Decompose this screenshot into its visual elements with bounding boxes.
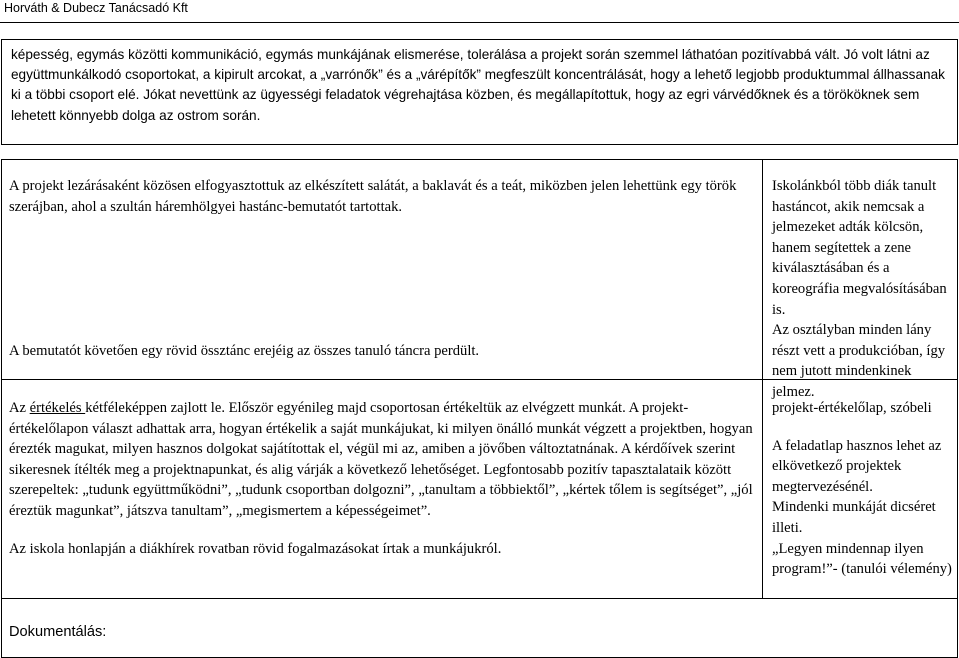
page-header	[0, 0, 959, 23]
website-paragraph: Az iskola honlapján a diákhírek rovatban rövid fogalmazásokat írtak a munkájukról.	[9, 540, 502, 557]
evaluation-paragraph	[9, 398, 756, 522]
text-box-summary	[1, 39, 958, 145]
report-table	[1, 159, 958, 640]
dance-paragraph: A bemutatót követően egy rövid össztánc erejéig az összes tanuló táncra perdült.	[9, 343, 480, 360]
evaluation-link[interactable]: értékelés	[29, 400, 86, 416]
company-name: Horváth & Dubecz Tanácsadó Kft	[4, 1, 188, 15]
bellydance-note: Iskolánkból több diák tanult hastáncot, akik nemcsak a jelmezeket adták kölcsön, hanem segítettek a zene kiválasztásában és a koreográfia megvalósításában is.	[772, 178, 947, 318]
closing-paragraph: A projekt lezárásaként közösen elfogyasztottuk az elkészített salátát, a baklavát és a teát, miközben jelen lehettünk egy török szerájban, ahol a szultán háremhölgyei hastánc-bemutatót tartottak.	[9, 178, 737, 215]
evaluation-prefix: Az	[9, 400, 30, 416]
worksheet-note: A feladatlap hasznos lehet az elkövetkező projektek megtervezésénél.	[772, 437, 942, 495]
table-cell-documentation	[1, 598, 958, 658]
table-cell-closing-notes	[762, 159, 958, 400]
praise-note: Mindenki munkáját dicséret illeti.	[772, 499, 936, 536]
documentation-label: Dokumentálás:	[9, 624, 107, 640]
summary-paragraph: képesség, egymás közötti kommunikáció, egymás munkájának elismerése, tolerálása a projekt során szemmel láthatóan pozitívabbá vált. Jó volt látni az együttmunkálkodó csoportokat, a kipirult arcokat, a „varrónők” és a „várépítők” megfeszült koncentrálását, hogy a lehető legjobb produktummal állhassanak ki a többi csoport elé. Jókat nevettünk az ügyességi feladatok végrehajtása közben, és megállapítottuk, hogy az egri várvédőknek és a törököknek sem lehetett könnyebb dolga az ostrom során.	[11, 47, 945, 123]
costume-note: Az osztályban minden lány részt vett a produkcióban, így nem jutott mindenkinek jelmez.	[772, 322, 946, 400]
student-quote: „Legyen mindennap ilyen program!”- (tanulói vélemény)	[772, 540, 952, 578]
evaluation-text: kétféleképpen zajlott le. Először egyénileg majd csoportosan értékeltük az elvégzett munkát. A projekt-értékelőlapon választ adhattak arra, hogyan értékelik a saját munkájukat, ki milyen önálló munkát végzett a projektben, hogyan érezték magukat, milyen hasznos dolgokat sajátítottak el, végül mi az, amiben a jövőben változtatnának. A kérdőívek szerint sikeresnek ítélték meg a projektnapunkat, és alig várják a következő lehetőséget. Legfontosabb pozitív tapasztalataik között szerepeltek: „tudunk együttműködni”, „tudunk csoportban dolgozni”, „tanultam a többiektől”, „kértek tőlem is segítséget”, „jól éreztük magunkat”, játszva tanultam”, „megismertem a képességeimet”.	[9, 400, 753, 519]
evaluation-method-note: projekt-értékelőlap, szóbeli	[772, 400, 932, 416]
table-cell-evaluation-main	[1, 379, 763, 599]
table-cell-closing-main	[1, 159, 763, 380]
table-cell-evaluation-notes	[762, 379, 958, 599]
